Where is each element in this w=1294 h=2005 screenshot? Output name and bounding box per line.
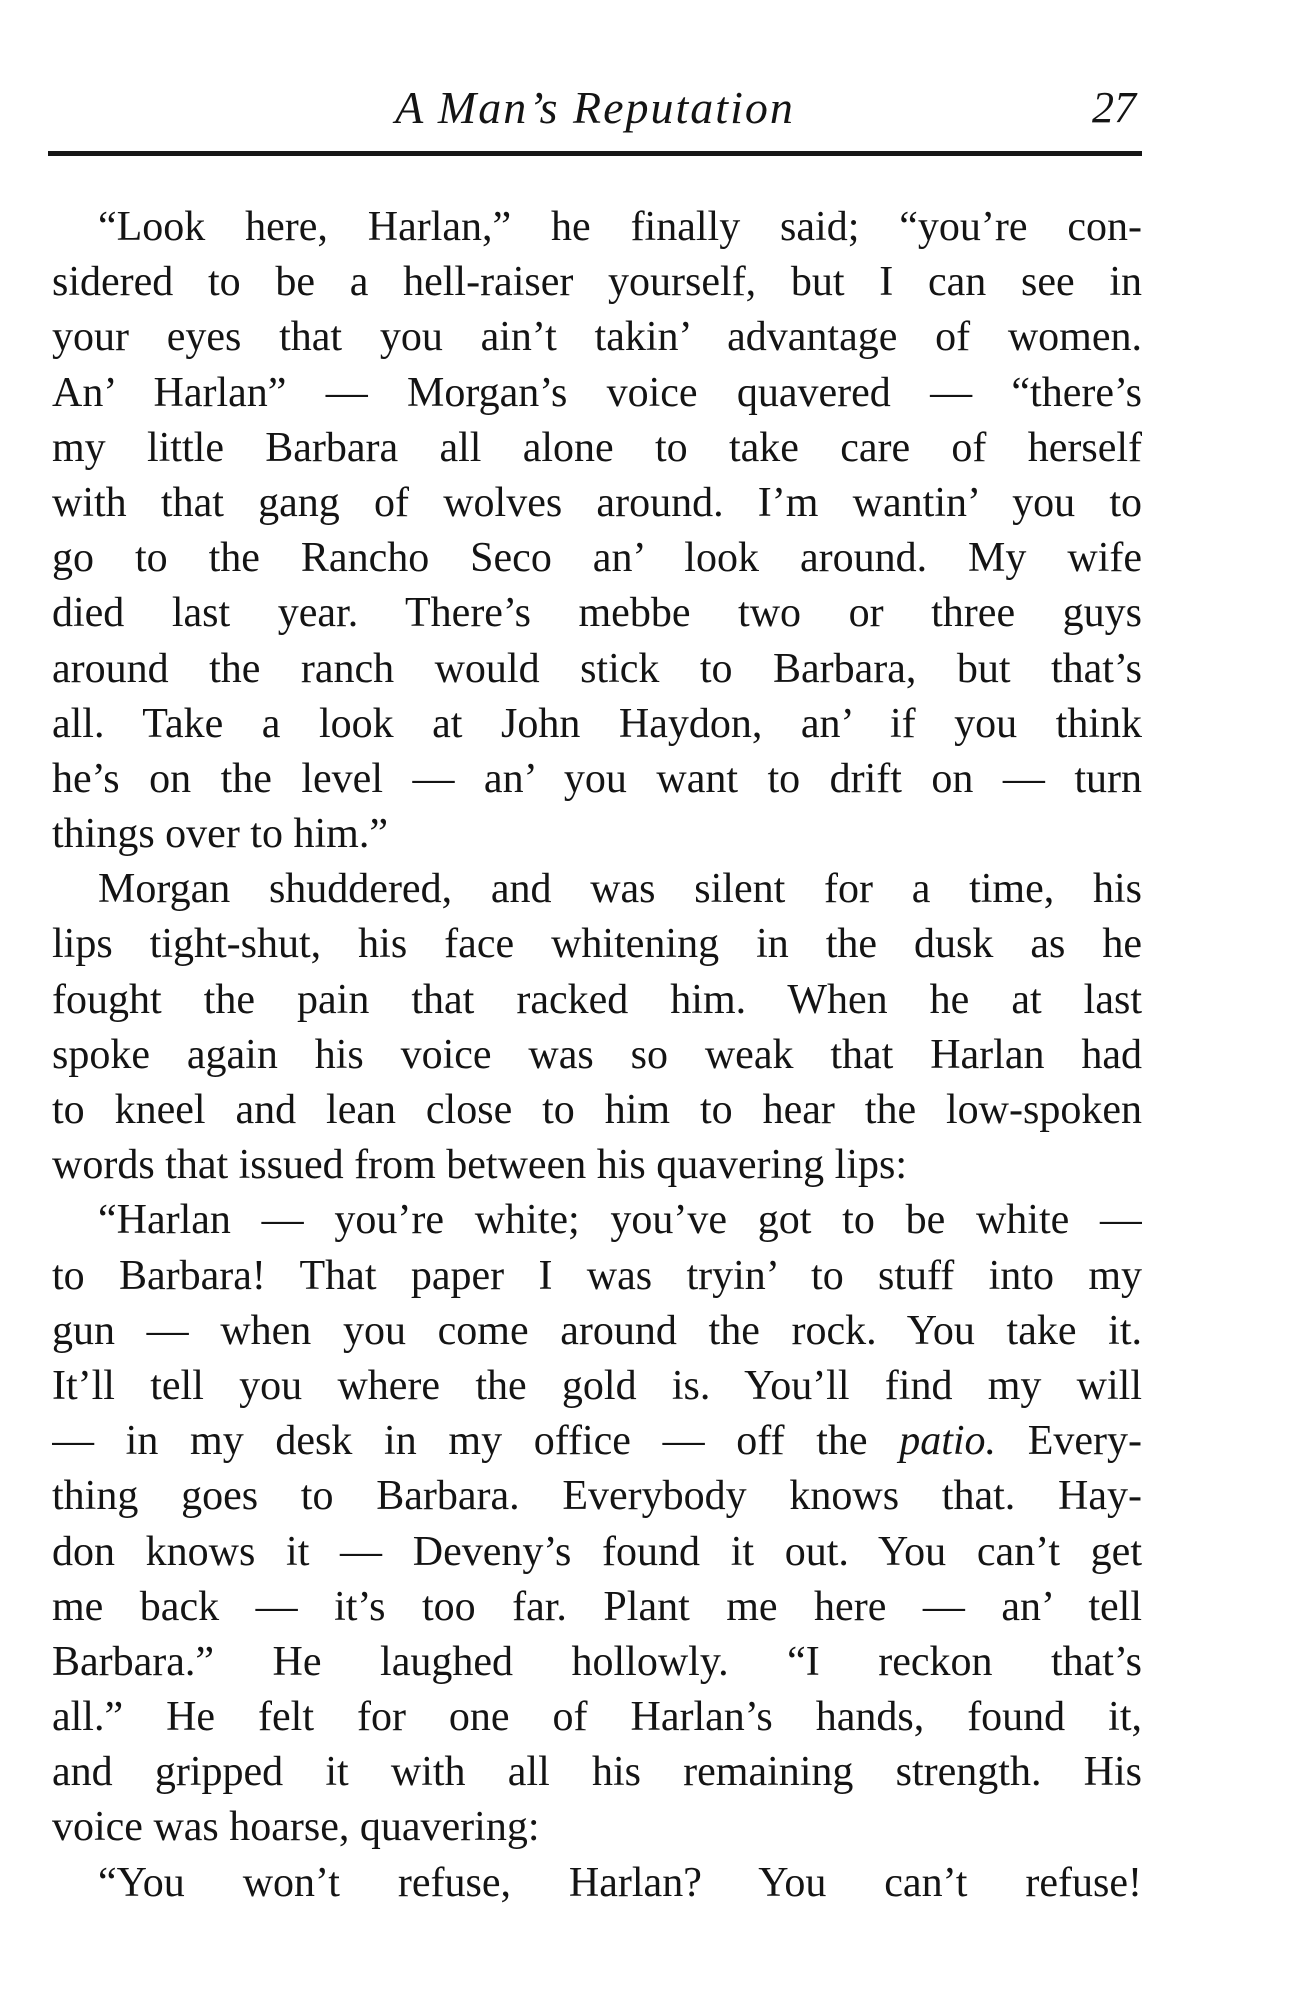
text-line: with that gang of wolves around. I’m wantin’ you to	[52, 479, 1142, 526]
text-line: don knows it — Deveny’s found it out. You can’t get	[52, 1528, 1142, 1575]
text-line: my little Barbara all alone to take care of herself	[52, 424, 1142, 471]
page-number: 27	[1092, 83, 1136, 132]
text-line-start: — in my desk in my office — off the	[52, 1418, 868, 1465]
text-line: voice was hoarse, quavering:	[52, 1804, 540, 1851]
text-line: “Look here, Harlan,” he finally said; “you’re con-	[98, 204, 1142, 250]
text-line: Morgan shuddered, and was silent for a time, his	[98, 866, 1142, 913]
italic-word: patio.	[899, 1418, 997, 1465]
text-line: It’ll tell you where the gold is. You’ll find my will	[52, 1362, 1142, 1409]
header-rule	[48, 151, 1142, 156]
text-line: spoke again his voice was so weak that Harlan had	[52, 1031, 1142, 1078]
text-line: sidered to be a hell-raiser yourself, but I can see in	[52, 259, 1142, 306]
text-line-end: Every-	[1027, 1418, 1142, 1465]
text-line: around the ranch would stick to Barbara, but that’s	[52, 645, 1142, 692]
text-line: “You won’t refuse, Harlan? You can’t refuse!	[98, 1859, 1142, 1906]
text-line: gun — when you come around the rock. You take it.	[52, 1307, 1142, 1354]
running-head	[50, 78, 1140, 138]
running-title: A Man’s Reputation	[395, 82, 795, 133]
text-line: your eyes that you ain’t takin’ advantage of women.	[52, 314, 1142, 361]
text-line: thing goes to Barbara. Everybody knows that. Hay-	[52, 1473, 1142, 1520]
text-line	[52, 1414, 1142, 1469]
body-text	[52, 200, 1142, 1911]
text-line: “Harlan — you’re white; you’ve got to be white —	[98, 1197, 1142, 1244]
text-line: all. Take a look at John Haydon, an’ if you think	[52, 700, 1142, 747]
text-line: he’s on the level — an’ you want to drift on — turn	[52, 755, 1142, 802]
text-line: Barbara.” He laughed hollowly. “I reckon that’s	[52, 1638, 1142, 1685]
text-line: to Barbara! That paper I was tryin’ to stuff into my	[52, 1252, 1142, 1299]
text-line: things over to him.”	[52, 811, 388, 858]
text-line: lips tight-shut, his face whitening in the dusk as he	[52, 921, 1142, 968]
text-line: me back — it’s too far. Plant me here — an’ tell	[52, 1583, 1142, 1630]
text-line: to kneel and lean close to him to hear the low-spoken	[52, 1087, 1142, 1133]
text-line: go to the Rancho Seco an’ look around. My wife	[52, 535, 1142, 582]
text-line: died last year. There’s mebbe two or three guys	[52, 590, 1142, 637]
text-line: An’ Harlan” — Morgan’s voice quavered — “there’s	[52, 369, 1142, 416]
text-line: fought the pain that racked him. When he at last	[52, 976, 1142, 1023]
text-line: all.” He felt for one of Harlan’s hands, found it,	[52, 1694, 1142, 1741]
text-line: words that issued from between his quavering lips:	[52, 1142, 908, 1189]
text-line: and gripped it with all his remaining strength. His	[52, 1749, 1142, 1796]
